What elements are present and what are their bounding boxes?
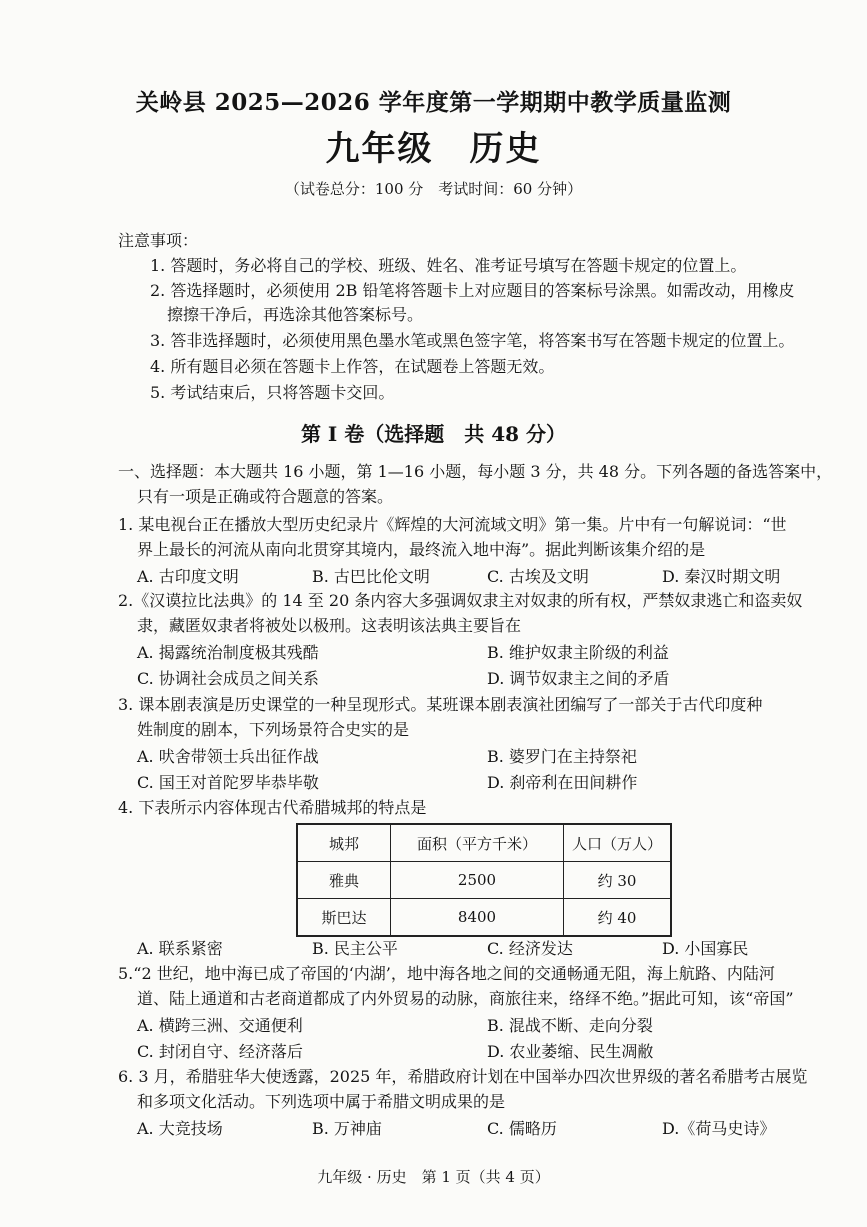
question-6-option-a: A. 大竞技场	[137, 1119, 223, 1138]
question-2-stem: 隶，藏匿奴隶者将被处以极刑。这表明该法典主要旨在	[137, 616, 522, 635]
question-1-option-d: D. 秦汉时期文明	[662, 567, 781, 586]
question-3-stem: 姓制度的剧本，下列场景符合史实的是	[137, 720, 410, 739]
question-4-option-b: B. 民主公平	[312, 939, 398, 958]
table-header: 城邦	[297, 824, 391, 862]
question-3-stem: 3. 课本剧表演是历史课堂的一种呈现形式。某班课本剧表演社团编写了一部关于古代印度种	[118, 695, 763, 714]
question-2-option-b: B. 维护奴隶主阶级的利益	[487, 643, 669, 662]
table-cell: 8400	[391, 899, 564, 937]
table-cell: 约 30	[564, 862, 672, 899]
question-2-option-c: C. 协调社会成员之间关系	[137, 669, 319, 688]
city-state-table	[296, 823, 672, 937]
table-row	[297, 862, 671, 899]
question-5-stem: 5.“2 世纪，地中海已成了帝国的‘内湖’，地中海各地之间的交通畅通无阻，海上航路、内陆河	[118, 964, 775, 983]
note-item: 5. 考试结束后，只将答题卡交回。	[150, 383, 395, 402]
note-item: 3. 答非选择题时，必须使用黑色墨水笔或黑色签字笔，将答案书写在答题卡规定的位置上。	[150, 331, 795, 350]
question-5-option-b: B. 混战不断、走向分裂	[487, 1016, 653, 1035]
question-3-option-b: B. 婆罗门在主持祭祀	[487, 747, 637, 766]
question-4-option-a: A. 联系紧密	[137, 939, 223, 958]
note-item: 擦擦干净后，再选涂其他答案标号。	[167, 305, 424, 324]
question-1-option-c: C. 古埃及文明	[487, 567, 589, 586]
question-2-option-a: A. 揭露统治制度极其残酷	[137, 643, 319, 662]
section-title: 第 I 卷（选择题 共 48 分）	[300, 422, 567, 446]
question-6-option-c: C. 儒略历	[487, 1119, 557, 1138]
question-3-option-a: A. 吠舍带领士兵出征作战	[137, 747, 319, 766]
question-5-option-d: D. 农业萎缩、民生凋敝	[487, 1042, 654, 1061]
section-instruction: 只有一项是正确或符合题意的答案。	[137, 487, 394, 506]
question-1-stem: 界上最长的河流从南向北贯穿其境内，最终流入地中海”。据此判断该集介绍的是	[137, 540, 706, 559]
question-5-option-a: A. 横跨三洲、交通便利	[137, 1016, 303, 1035]
exam-title: 关岭县 2025—2026 学年度第一学期期中教学质量监测	[135, 89, 732, 116]
question-3-option-d: D. 刹帝利在田间耕作	[487, 773, 638, 792]
question-4-option-c: C. 经济发达	[487, 939, 573, 958]
table-cell: 约 40	[564, 899, 672, 937]
question-3-option-c: C. 国王对首陀罗毕恭毕敬	[137, 773, 319, 792]
exam-subject: 九年级 历史	[325, 129, 542, 169]
question-1-option-b: B. 古巴比伦文明	[312, 567, 430, 586]
table-row	[297, 899, 671, 937]
question-6-stem: 和多项文化活动。下列选项中属于希腊文明成果的是	[137, 1092, 506, 1111]
question-5-option-c: C. 封闭自守、经济落后	[137, 1042, 303, 1061]
question-1-stem: 1. 某电视台正在播放大型历史纪录片《辉煌的大河流域文明》第一集。片中有一句解说词：“世	[118, 515, 787, 534]
question-4-stem: 4. 下表所示内容体现古代希腊城邦的特点是	[118, 798, 427, 817]
question-6-option-b: B. 万神庙	[312, 1119, 382, 1138]
notes-heading: 注意事项：	[118, 231, 199, 250]
note-item: 2. 答选择题时，必须使用 2B 铅笔将答题卡上对应题目的答案标号涂黑。如需改动，用橡皮	[150, 281, 795, 300]
question-6-option-d: D.《荷马史诗》	[662, 1119, 776, 1138]
note-item: 1. 答题时，务必将自己的学校、班级、姓名、准考证号填写在答题卡规定的位置上。	[150, 256, 747, 275]
question-4-option-d: D. 小国寡民	[662, 939, 749, 958]
table-header-row	[297, 824, 671, 862]
section-instruction: 一、选择题：本大题共 16 小题，第 1—16 小题，每小题 3 分，共 48 分。下列各题的备选答案中，	[118, 462, 833, 481]
table-cell: 斯巴达	[297, 899, 391, 937]
question-2-option-d: D. 调节奴隶主之间的矛盾	[487, 669, 670, 688]
table-cell: 雅典	[297, 862, 391, 899]
table-cell: 2500	[391, 862, 564, 899]
table-header: 面积（平方千米）	[391, 824, 564, 862]
page-footer: 九年级 · 历史 第 1 页（共 4 页）	[317, 1168, 550, 1186]
question-2-stem: 2.《汉谟拉比法典》的 14 至 20 条内容大多强调奴隶主对奴隶的所有权，严禁奴隶逃亡和盗卖奴	[118, 591, 803, 610]
note-item: 4. 所有题目必须在答题卡上作答，在试题卷上答题无效。	[150, 357, 555, 376]
question-5-stem: 道、陆上通道和古老商道都成了内外贸易的动脉，商旅往来，络绎不绝。”据此可知，该“帝国”	[137, 989, 794, 1008]
question-6-stem: 6. 3 月，希腊驻华大使透露，2025 年，希腊政府计划在中国举办四次世界级的著名希腊考古展览	[118, 1067, 808, 1086]
question-1-option-a: A. 古印度文明	[137, 567, 239, 586]
table-header: 人口（万人）	[564, 824, 672, 862]
exam-info: （试卷总分：100 分 考试时间：60 分钟）	[284, 180, 583, 198]
